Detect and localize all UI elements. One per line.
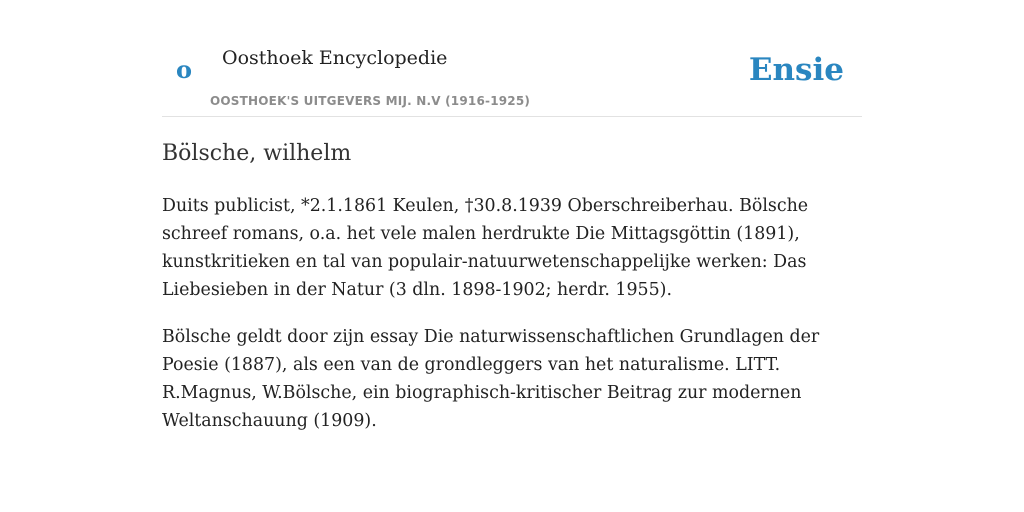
entry-paragraph: Duits publicist, *2.1.1861 Keulen, †30.8.1939 Oberschreiberhau. Bölsche schreef romans, o.a. het vele malen herdrukte Die Mittagsgöttin (1891), kunstkritieken en tal van populair-natuurwetenschappelijke werken: Das Liebesieben in der Natur (3 dln. 1898-1902; herdr. 1955). — [162, 196, 809, 300]
ensie-brand-link[interactable]: Ensie — [748, 52, 844, 88]
entry-paragraph: Bölsche geldt door zijn essay Die naturwissenschaftlichen Grundlagen der Poesie (1887), als een van de grondleggers van het naturalisme. LITT. R.Magnus, W.Bölsche, ein biographisch-kritischer Beitrag zur modernen Weltanschauung (1909). — [162, 327, 820, 431]
site-title: Oosthoek Encyclopedie — [222, 47, 448, 69]
entry-body — [162, 192, 862, 454]
entry-title: Bölsche, wilhelm — [162, 141, 352, 166]
site-header — [162, 0, 862, 117]
logo-link[interactable]: o — [176, 55, 193, 84]
page-container — [162, 0, 862, 431]
publisher-subtitle: OOSTHOEK'S UITGEVERS MIJ. N.V (1916-1925) — [210, 94, 531, 108]
